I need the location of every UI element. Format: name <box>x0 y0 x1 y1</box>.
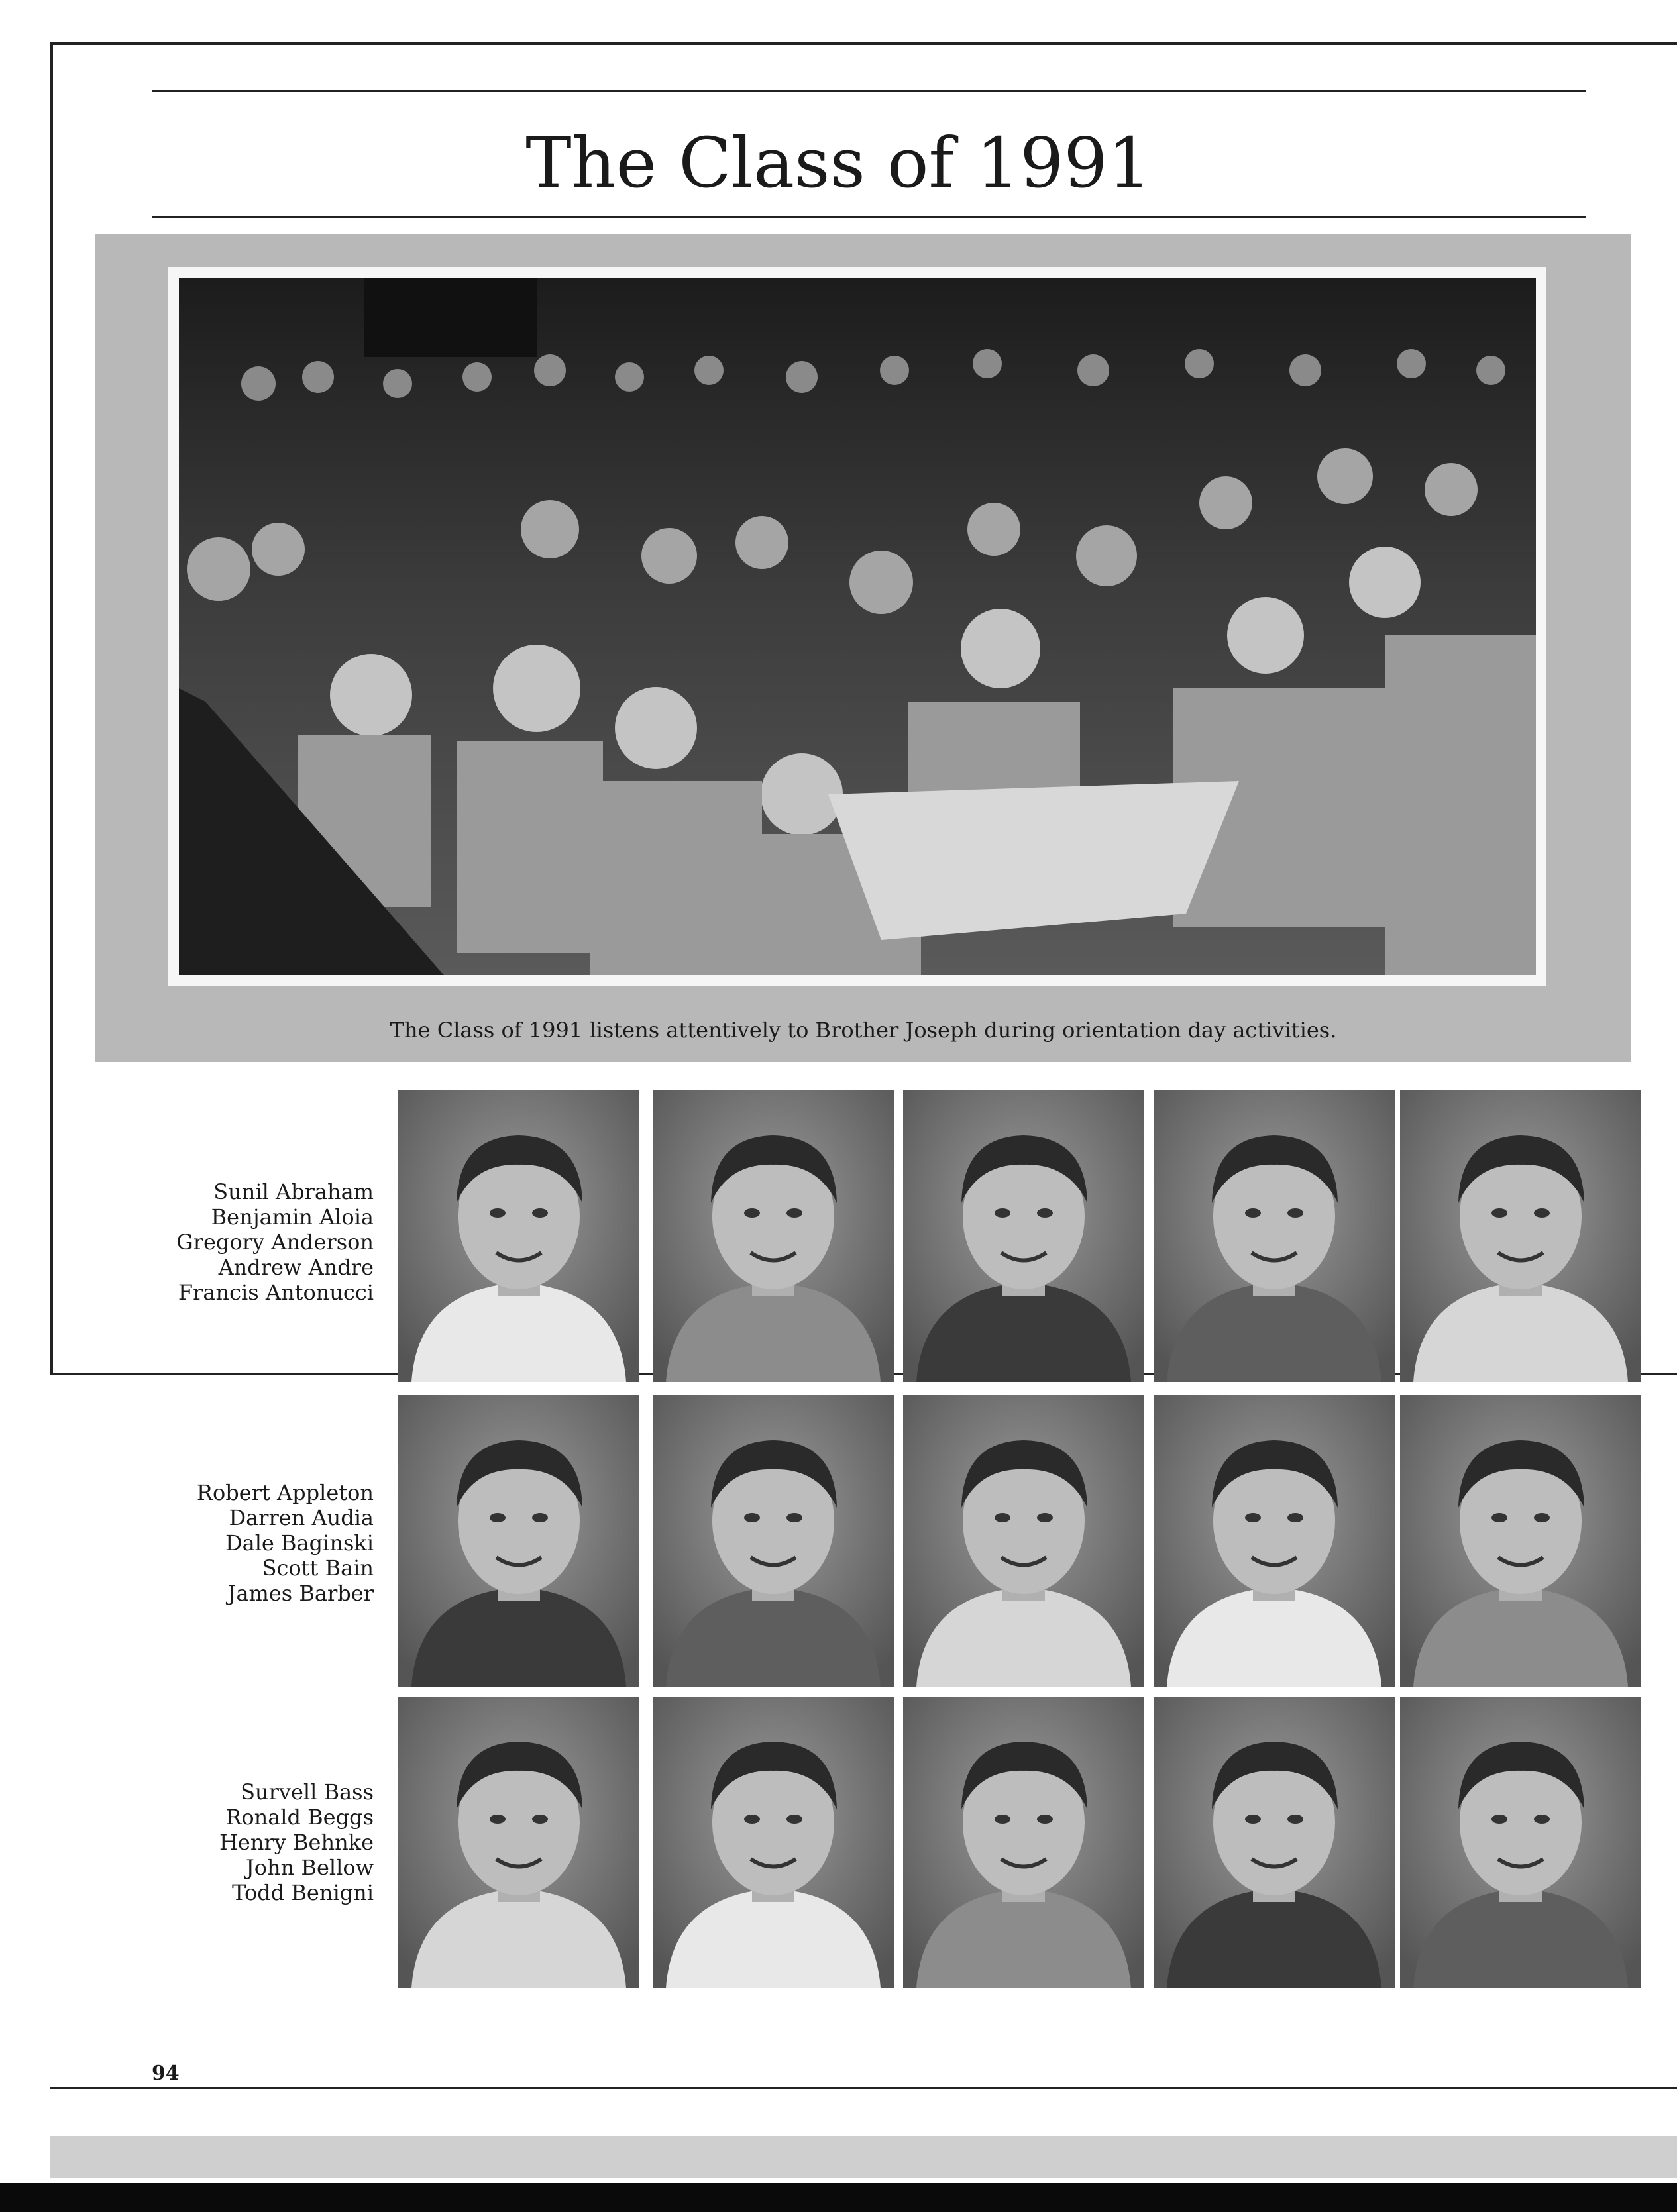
student-name: Benjamin Aloia <box>211 1204 374 1230</box>
scan-strip <box>50 2136 1677 2178</box>
row-3-names <box>119 1779 374 1905</box>
feature-photo-mat <box>168 267 1546 986</box>
student-name: Todd Benigni <box>232 1880 374 1905</box>
student-portrait <box>398 1395 639 1687</box>
student-portrait <box>903 1090 1144 1382</box>
student-name: Darren Audia <box>229 1505 374 1530</box>
student-portrait <box>1400 1395 1641 1687</box>
student-name: Dale Baginski <box>225 1530 374 1555</box>
student-name: Francis Antonucci <box>178 1280 374 1305</box>
title-top-rule <box>152 90 1586 92</box>
student-name: Survell Bass <box>241 1779 374 1805</box>
student-portrait <box>398 1090 639 1382</box>
student-portrait <box>398 1697 639 1988</box>
student-portrait <box>1400 1090 1641 1382</box>
student-portrait <box>1154 1090 1395 1382</box>
student-name: Henry Behnke <box>219 1830 374 1855</box>
page-title: The Class of 1991 <box>525 123 1152 203</box>
student-name: Robert Appleton <box>196 1480 374 1505</box>
feature-photo-caption: The Class of 1991 listens attentively to Brother Joseph during orientation day activities. <box>390 1018 1337 1043</box>
row-2-names <box>119 1480 374 1606</box>
student-portrait <box>1154 1395 1395 1687</box>
student-portrait <box>653 1090 894 1382</box>
student-portrait <box>1154 1697 1395 1988</box>
student-portrait <box>653 1697 894 1988</box>
footer-rule <box>50 2087 1677 2089</box>
student-portrait <box>1400 1697 1641 1988</box>
scan-edge <box>0 2183 1677 2212</box>
feature-photo <box>179 278 1536 975</box>
student-name: Ronald Beggs <box>225 1805 374 1830</box>
row-1-names <box>119 1179 374 1305</box>
student-name: James Barber <box>227 1581 374 1606</box>
student-name: Gregory Anderson <box>176 1230 374 1255</box>
student-portrait <box>653 1395 894 1687</box>
student-name: John Bellow <box>245 1855 374 1880</box>
feature-photo-panel <box>95 234 1631 1062</box>
student-portrait <box>903 1697 1144 1988</box>
student-name: Sunil Abraham <box>213 1179 374 1204</box>
student-portrait <box>903 1395 1144 1687</box>
student-name: Scott Bain <box>262 1555 374 1581</box>
title-bottom-rule <box>152 216 1586 218</box>
page-number: 94 <box>152 2062 180 2085</box>
student-name: Andrew Andre <box>218 1255 374 1280</box>
